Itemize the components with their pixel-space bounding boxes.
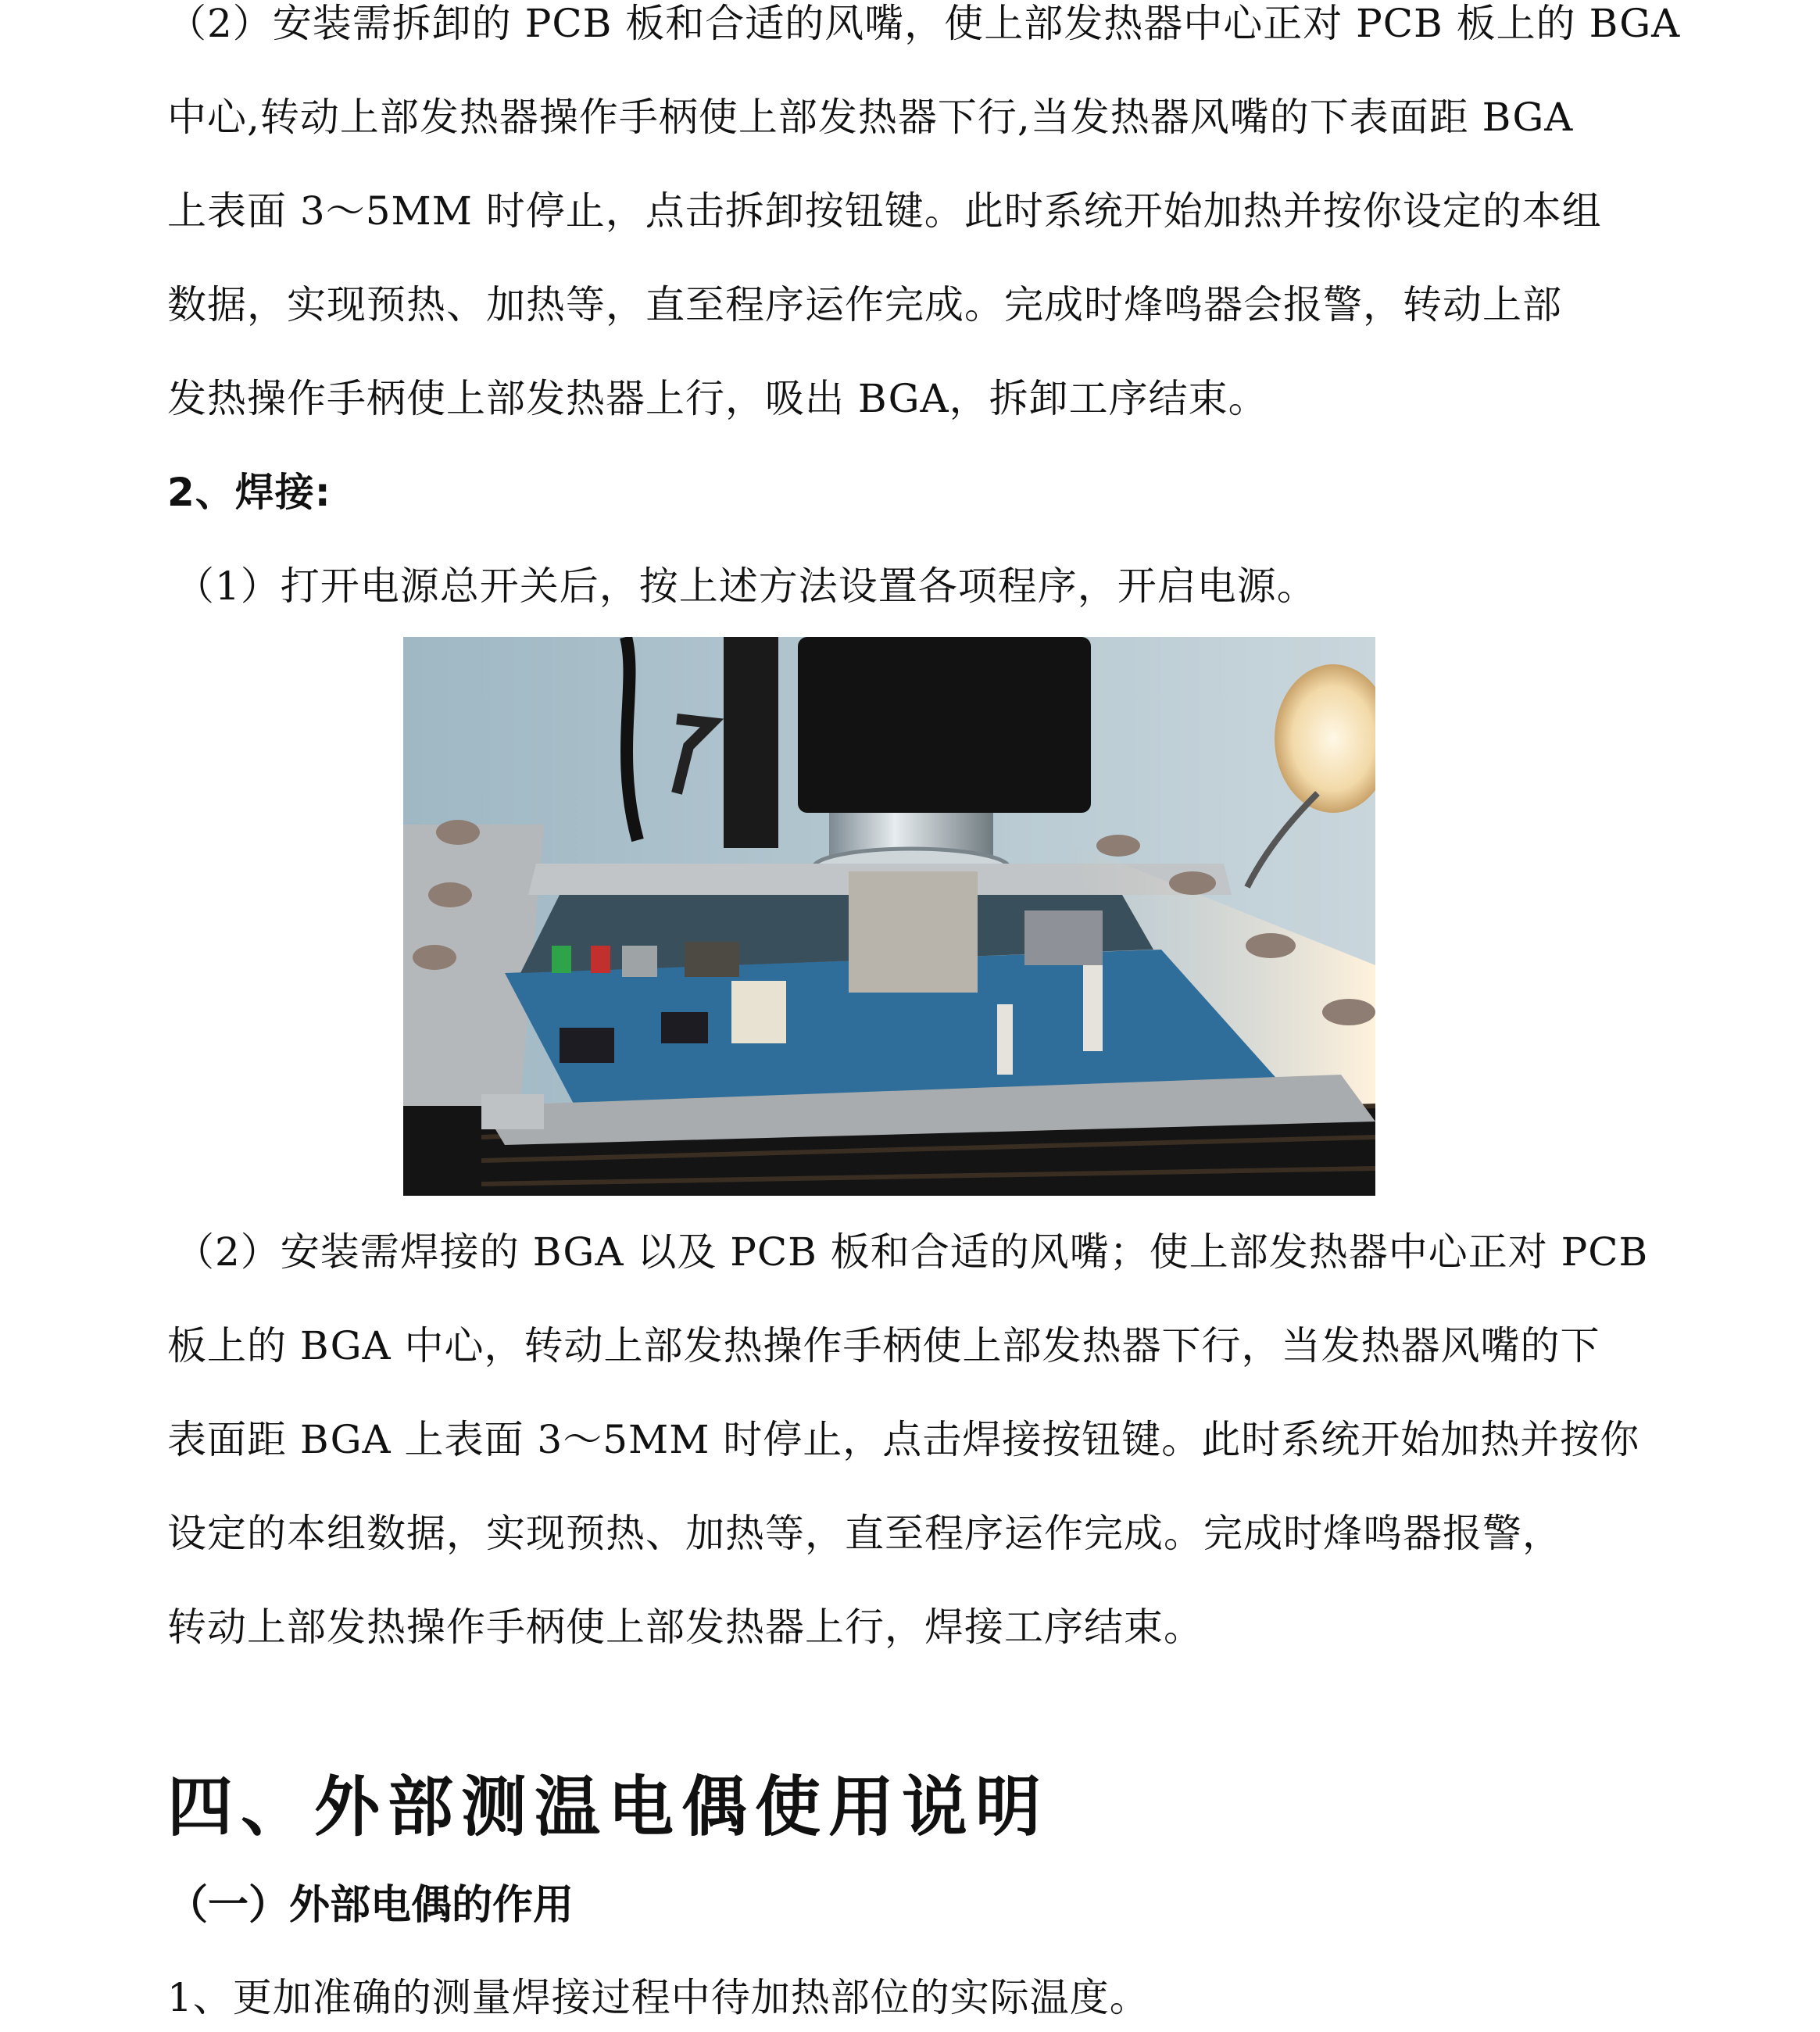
welding-step2-line-1: （2）安装需焊接的 BGA 以及 PCB 板和合适的风嘴；使上部发热器中心正对 PCB [175, 1229, 1649, 1275]
photo-illustration [403, 637, 1375, 1196]
section-subtitle: （一）外部电偶的作用 [167, 1882, 574, 1929]
welding-heading: 2、焊接: [167, 470, 331, 515]
thermocouple-item-1: 1、更加准确的测量焊接过程中待加热部位的实际温度。 [167, 1975, 1150, 2020]
bga-rework-station-photo [403, 637, 1375, 1196]
removal-step2-line-1: （2）安装需拆卸的 PCB 板和合适的风嘴，使上部发热器中心正对 PCB 板上的 BGA [167, 1, 1681, 46]
welding-step2-line-4: 设定的本组数据，实现预热、加热等，直至程序运作完成。完成时烽鸣器报警， [167, 1511, 1562, 1556]
welding-step1: （1）打开电源总开关后，按上述方法设置各项程序，开启电源。 [175, 563, 1317, 609]
removal-step2-line-5: 发热操作手柄使上部发热器上行，吸出 BGA，拆卸工序结束。 [167, 376, 1268, 421]
welding-step2-line-3: 表面距 BGA 上表面 3～5MM 时停止，点击焊接按钮键。此时系统开始加热并按你 [167, 1417, 1640, 1462]
removal-step2-line-3: 上表面 3～5MM 时停止，点击拆卸按钮键。此时系统开始加热并按你设定的本组 [167, 188, 1602, 234]
removal-step2-line-2: 中心,转动上部发热器操作手柄使上部发热器下行,当发热器风嘴的下表面距 BGA [167, 95, 1574, 140]
welding-step2-line-5: 转动上部发热操作手柄使上部发热器上行，焊接工序结束。 [167, 1604, 1203, 1650]
section-title: 四、外部测温电偶使用说明 [167, 1769, 1049, 1845]
welding-step2-line-2: 板上的 BGA 中心，转动上部发热操作手柄使上部发热器下行，当发热器风嘴的下 [167, 1323, 1600, 1368]
removal-step2-line-4: 数据，实现预热、加热等，直至程序运作完成。完成时烽鸣器会报警，转动上部 [167, 282, 1562, 327]
